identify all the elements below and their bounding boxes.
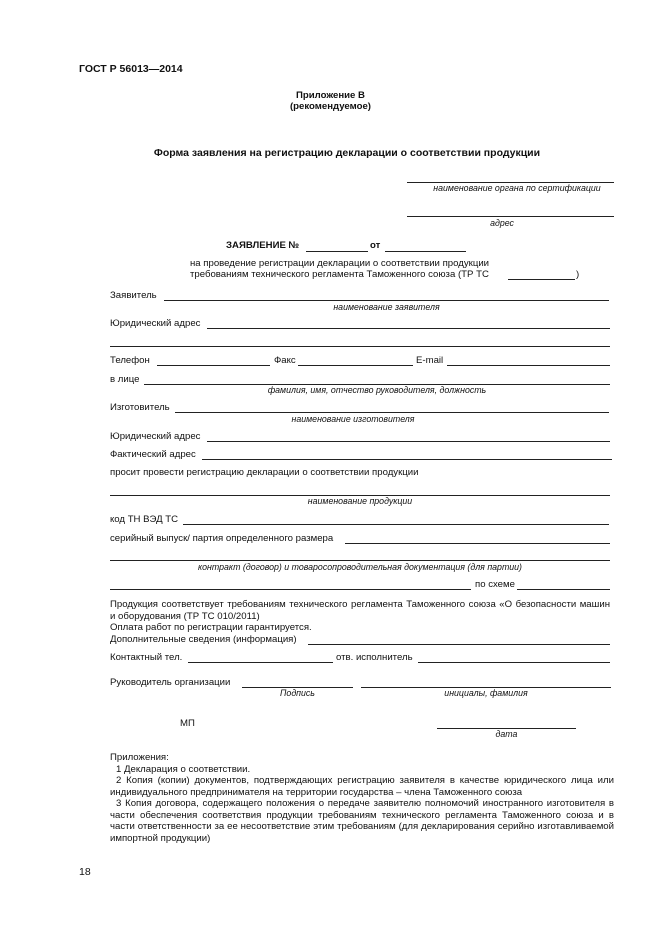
application-heading-prefix: ЗАЯВЛЕНИЕ № xyxy=(226,240,300,251)
executor-line xyxy=(418,662,610,663)
form-title: Форма заявления на регистрацию декларации о соответствии продукции xyxy=(153,147,541,159)
annex-subtitle: (рекомендуемое) xyxy=(289,101,371,112)
application-heading-from: от xyxy=(370,240,381,251)
request-text: просит провести регистрацию декларации о соответствии продукции xyxy=(110,467,419,478)
application-date-line xyxy=(385,251,466,252)
phone-line xyxy=(157,365,270,366)
manufacturer-caption: наименование изготовителя xyxy=(291,414,415,424)
fax-line xyxy=(298,365,413,366)
batch-line xyxy=(345,543,610,544)
phone-label: Телефон xyxy=(110,355,150,366)
address-caption: адрес xyxy=(490,218,514,228)
payment-text: Оплата работ по регистрации гарантируется. xyxy=(110,622,312,633)
email-line xyxy=(447,365,610,366)
manufacturer-label: Изготовитель xyxy=(110,402,170,413)
scheme-prefix-line xyxy=(110,589,471,590)
additional-label: Дополнительные сведения (информация) xyxy=(110,634,297,645)
attachment-item-3: 3 Копия договора, содержащего положения о передаче заявителю полномочий иностранного изготовителя в части обеспечения соответствия продукции требованиям технического регламента Таможенного союза и в части ответственности за ее несоответствие этим требованиям (для декларирования серийно изготавливаемой импортной продукции) xyxy=(110,798,614,844)
annex-title: Приложение В xyxy=(296,90,365,101)
executor-label: отв. исполнитель xyxy=(336,652,413,663)
contract-caption: контракт (договор) и товаросопроводительная документация (для партии) xyxy=(197,562,522,572)
application-line2: требованиям технического регламента Таможенного союза (ТР ТС xyxy=(190,269,489,280)
legal-address2-label: Юридический адрес xyxy=(110,431,201,442)
actual-address-line xyxy=(202,459,612,460)
application-line1: на проведение регистрации декларации о соответствии продукции xyxy=(190,258,490,269)
cert-body-caption: наименование органа по сертификации xyxy=(433,183,601,193)
application-line2-end: ) xyxy=(576,269,580,280)
in-person-label: в лице xyxy=(110,374,140,385)
head-label: Руководитель организации xyxy=(110,677,231,688)
signature-caption: Подпись xyxy=(280,688,315,698)
initials-caption: инициалы, фамилия xyxy=(444,688,528,698)
document-code: ГОСТ Р 56013—2014 xyxy=(79,63,183,75)
applicant-caption: наименование заявителя xyxy=(333,302,440,312)
legal-address-label: Юридический адрес xyxy=(110,318,201,329)
product-caption: наименование продукции xyxy=(307,496,413,506)
contact-phone-label: Контактный тел. xyxy=(110,652,183,663)
tn-code-label: код ТН ВЭД ТС xyxy=(110,514,179,525)
address-line xyxy=(407,216,614,217)
fax-label: Факс xyxy=(274,355,296,366)
attachment-item-2: 2 Копия (копии) документов, подтверждающих регистрацию заявителя в качестве юридического лица или индивидуального предпринимателя на территории государства – члена Таможенного союза xyxy=(110,775,614,798)
stamp-label: МП xyxy=(180,718,195,729)
application-number-line xyxy=(306,251,368,252)
applicant-label: Заявитель xyxy=(110,290,157,301)
legal-address-line-2 xyxy=(110,346,610,347)
person-caption: фамилия, имя, отчество руководителя, должность xyxy=(267,385,487,395)
batch-label: серийный выпуск/ партия определенного размера xyxy=(110,533,334,544)
attachments-title: Приложения: xyxy=(110,752,169,763)
date-caption: дата xyxy=(495,729,518,739)
attachment-item-1: 1 Декларация о соответствии. xyxy=(116,764,251,775)
legal-address-line xyxy=(207,328,610,329)
scheme-line xyxy=(517,589,610,590)
conformity-text: Продукция соответствует требованиям технического регламента Таможенного союза «О безопасности машин и оборудования (ТР ТС 010/2011) xyxy=(110,599,610,622)
applicant-line xyxy=(164,300,609,301)
page-number: 18 xyxy=(79,866,91,878)
regulation-number-line xyxy=(508,279,575,280)
tn-code-line xyxy=(183,524,609,525)
additional-line xyxy=(308,644,610,645)
actual-address-label: Фактический адрес xyxy=(110,449,196,460)
email-label: E-mail xyxy=(416,355,444,366)
contact-phone-line xyxy=(188,662,333,663)
scheme-label: по схеме xyxy=(475,579,515,590)
manufacturer-line xyxy=(175,412,609,413)
legal-address2-line xyxy=(207,441,610,442)
contract-line xyxy=(110,560,610,561)
